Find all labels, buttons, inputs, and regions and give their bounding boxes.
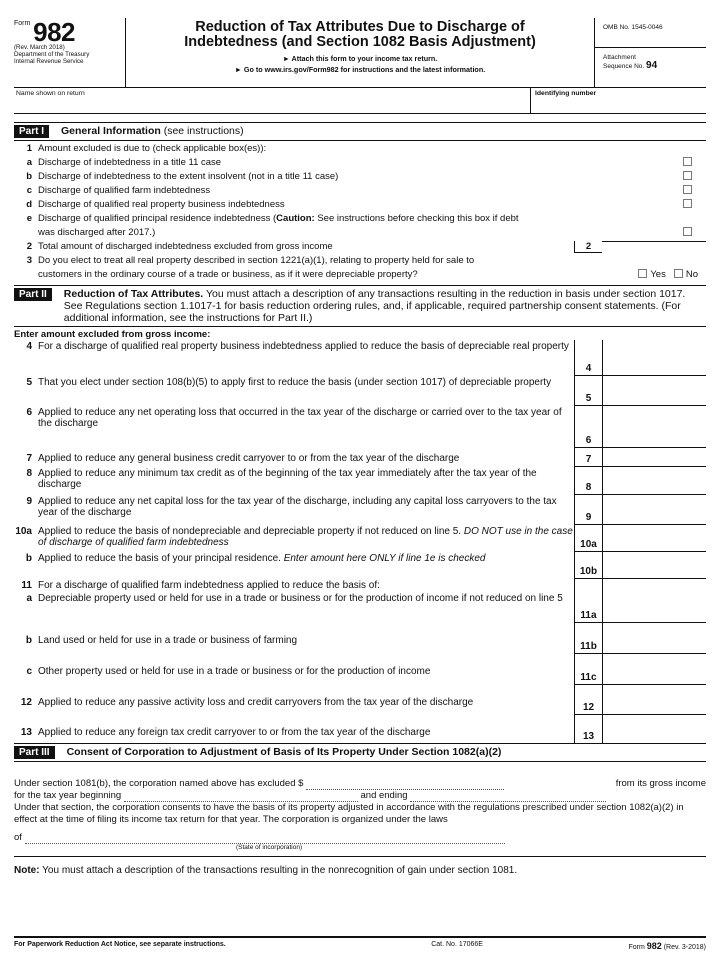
- checkbox-1b[interactable]: [683, 171, 692, 180]
- revision: (Rev. March 2018): [14, 44, 65, 51]
- line-1: 1 Amount excluded is due to (check applicable box(es)):: [26, 143, 267, 154]
- amount-13[interactable]: [602, 715, 706, 743]
- id-label: Identifying number: [535, 90, 597, 97]
- line-13: 13 Applied to reduce any foreign tax credit carryover to or from the tax year of the discharge 13: [14, 715, 706, 743]
- line-11b: b Land used or held for use in a trade or business of farming 11b: [14, 623, 706, 654]
- part1-label: Part I: [14, 125, 49, 138]
- checkbox-1d[interactable]: [683, 199, 692, 208]
- line-10b: b Applied to reduce the basis of your principal residence. Enter amount here ONLY if line 1e is checked 10b: [14, 552, 706, 579]
- line-3: 3 Do you elect to treat all real property described in section 1221(a)(1), relating to property held for sale to: [26, 255, 475, 266]
- tax-year-end-field[interactable]: [410, 792, 606, 802]
- line-7: 7 Applied to reduce any general business credit carryover to or from the tax year of the discharge 7: [14, 448, 706, 467]
- amount-7[interactable]: [602, 448, 706, 467]
- cat-number: Cat. No. 17066E: [431, 941, 483, 948]
- amount-9[interactable]: [602, 495, 706, 525]
- form-footer: [14, 936, 706, 951]
- line-1b: b Discharge of indebtedness to the extent insolvent (not in a title 11 case): [14, 171, 706, 185]
- part3-line1: Under section 1081(b), the corporation named above has excluded $ from its gross income: [14, 778, 706, 789]
- part2-header: [14, 285, 706, 327]
- amount-6[interactable]: [602, 406, 706, 448]
- line-1e: e Discharge of qualified principal residence indebtedness (Caution: See instructions before checking this box if debt: [26, 213, 519, 224]
- line-11a: a Depreciable property used or held for use in a trade or business or for the production of income if not reduced on line 5 11a: [14, 592, 706, 623]
- line-1e-cont: was discharged after 2017.): [14, 227, 706, 241]
- part1-body: [14, 141, 706, 283]
- checkbox-no[interactable]: [674, 269, 683, 278]
- form-header: [14, 18, 706, 88]
- form-number: 982: [33, 17, 76, 47]
- excluded-amount-field[interactable]: [306, 780, 504, 790]
- form-rev-footer: Form 982 (Rev. 3-2018): [628, 941, 706, 951]
- checkbox-1c[interactable]: [683, 185, 692, 194]
- line-5: 5 That you elect under section 108(b)(5) to apply first to reduce the basis (under section 1017) of depreciable property 5: [14, 376, 706, 406]
- agency: Internal Revenue Service: [14, 58, 84, 65]
- state-caption: (State of incorporation): [236, 844, 303, 851]
- attachment-word: Attachment: [603, 54, 636, 61]
- line-9: 9 Applied to reduce any net capital loss for the tax year of the discharge, including any capital loss carryovers to the tax year of the discharge 9: [14, 495, 706, 525]
- amount-2[interactable]: [602, 241, 706, 242]
- line-6: 6 Applied to reduce any net operating loss that occurred in the tax year of the discharge or carried over to the tax year of the discharge 6: [14, 406, 706, 448]
- omb-number: OMB No. 1545-0046: [595, 24, 706, 48]
- note: Note: You must attach a description of the transactions resulting in the nonrecognition of gain under section 1081.: [14, 856, 706, 876]
- name-label: Name shown on return: [16, 90, 85, 97]
- part3-title: Consent of Corporation to Adjustment of Basis of Its Property Under Section 1082(a)(2): [66, 746, 502, 758]
- part3-body: [14, 762, 706, 852]
- amount-5[interactable]: [602, 376, 706, 406]
- form-title-line1: Reduction of Tax Attributes Due to Discharge of: [195, 19, 525, 35]
- no-label: No: [685, 269, 698, 280]
- omb-block: [594, 18, 706, 87]
- tax-year-begin-field[interactable]: [124, 792, 358, 802]
- part1-title: General Information (see instructions): [61, 125, 244, 137]
- yes-label: Yes: [650, 269, 666, 280]
- amount-11c[interactable]: [602, 654, 706, 685]
- part1-header: [14, 122, 706, 141]
- line-1a: a Discharge of indebtedness in a title 11 case: [14, 157, 706, 171]
- attachment-label: [603, 48, 706, 71]
- checkbox-yes[interactable]: [638, 269, 647, 278]
- part2-label: Part II: [14, 288, 52, 301]
- line-10a: 10a Applied to reduce the basis of nondepreciable and depreciable property if not reduced on line 5. DO NOT use in the case of discharge of qualified farm indebtedness 10a: [14, 525, 706, 552]
- amount-10b[interactable]: [602, 552, 706, 579]
- part3-header: [14, 743, 706, 762]
- paperwork-notice: For Paperwork Reduction Act Notice, see separate instructions.: [14, 941, 226, 948]
- name-row: [14, 88, 706, 114]
- part3-line2: for the tax year beginning and ending: [14, 790, 706, 802]
- box-2: 2: [574, 241, 602, 253]
- name-field[interactable]: [14, 88, 530, 113]
- line-8: 8 Applied to reduce any minimum tax credit as of the beginning of the tax year immediately after the tax year of the discharge 8: [14, 467, 706, 495]
- website-instruction: ► Go to www.irs.gov/Form982 for instructions and the latest information.: [234, 65, 486, 74]
- line-2: 2 Total amount of discharged indebtedness excluded from gross income 2: [14, 241, 706, 255]
- form-title-block: [126, 18, 594, 87]
- part3-paragraph: Under that section, the corporation consents to have the basis of its property adjusted in accordance with the regulations prescribed under section 1082(a)(2) in effect at the time of filing its income tax return for that year. The corporation is organized under the laws: [14, 802, 684, 825]
- line-3-cont: customers in the ordinary course of a trade or business, as if it were depreciable property? Yes No: [38, 269, 698, 280]
- part3-label: Part III: [14, 746, 55, 759]
- part3-state-line: of: [14, 832, 706, 844]
- amount-11b[interactable]: [602, 623, 706, 654]
- line-1d: d Discharge of qualified real property business indebtedness: [14, 199, 706, 213]
- part2-body: [14, 327, 706, 743]
- line-11: 11 For a discharge of qualified farm indebtedness applied to reduce the basis of:: [14, 579, 706, 592]
- sequence-word: Sequence No.: [603, 63, 645, 70]
- form-id-block: [14, 18, 126, 87]
- checkbox-1e[interactable]: [683, 227, 692, 236]
- enter-amount-heading: Enter amount excluded from gross income:: [14, 329, 211, 340]
- line-11c: c Other property used or held for use in a trade or business or for the production of income 11c: [14, 654, 706, 685]
- line-1c: c Discharge of qualified farm indebtedness: [14, 185, 706, 199]
- line-4: 4 For a discharge of qualified real property business indebtedness applied to reduce the basis of depreciable real property 4: [14, 340, 706, 376]
- sequence-number: 94: [646, 60, 658, 71]
- form-word: Form: [14, 20, 31, 27]
- amount-4[interactable]: [602, 340, 706, 376]
- amount-12[interactable]: [602, 685, 706, 715]
- state-of-incorporation-field[interactable]: [25, 834, 505, 844]
- amount-10a[interactable]: [602, 525, 706, 552]
- form-title-line2: Indebtedness (and Section 1082 Basis Adjustment): [184, 34, 536, 50]
- part2-title: Reduction of Tax Attributes. You must attach a description of any transactions resulting in the reduction in basis under section 1017. See Regulations section 1.1017-1 for basis reduction ordering rules, and, if applicable, required partnership consent statements. (For additional information, see the instructions for Part II.): [63, 288, 686, 324]
- line-12: 12 Applied to reduce any passive activity loss and credit carryovers from the tax year of the discharge 12: [14, 685, 706, 715]
- checkbox-1a[interactable]: [683, 157, 692, 166]
- identifying-number-field[interactable]: [530, 88, 706, 113]
- department: Department of the Treasury: [14, 51, 90, 58]
- attach-instruction: ► Attach this form to your income tax return.: [282, 54, 438, 63]
- amount-8[interactable]: [602, 467, 706, 495]
- amount-11a[interactable]: [602, 592, 706, 623]
